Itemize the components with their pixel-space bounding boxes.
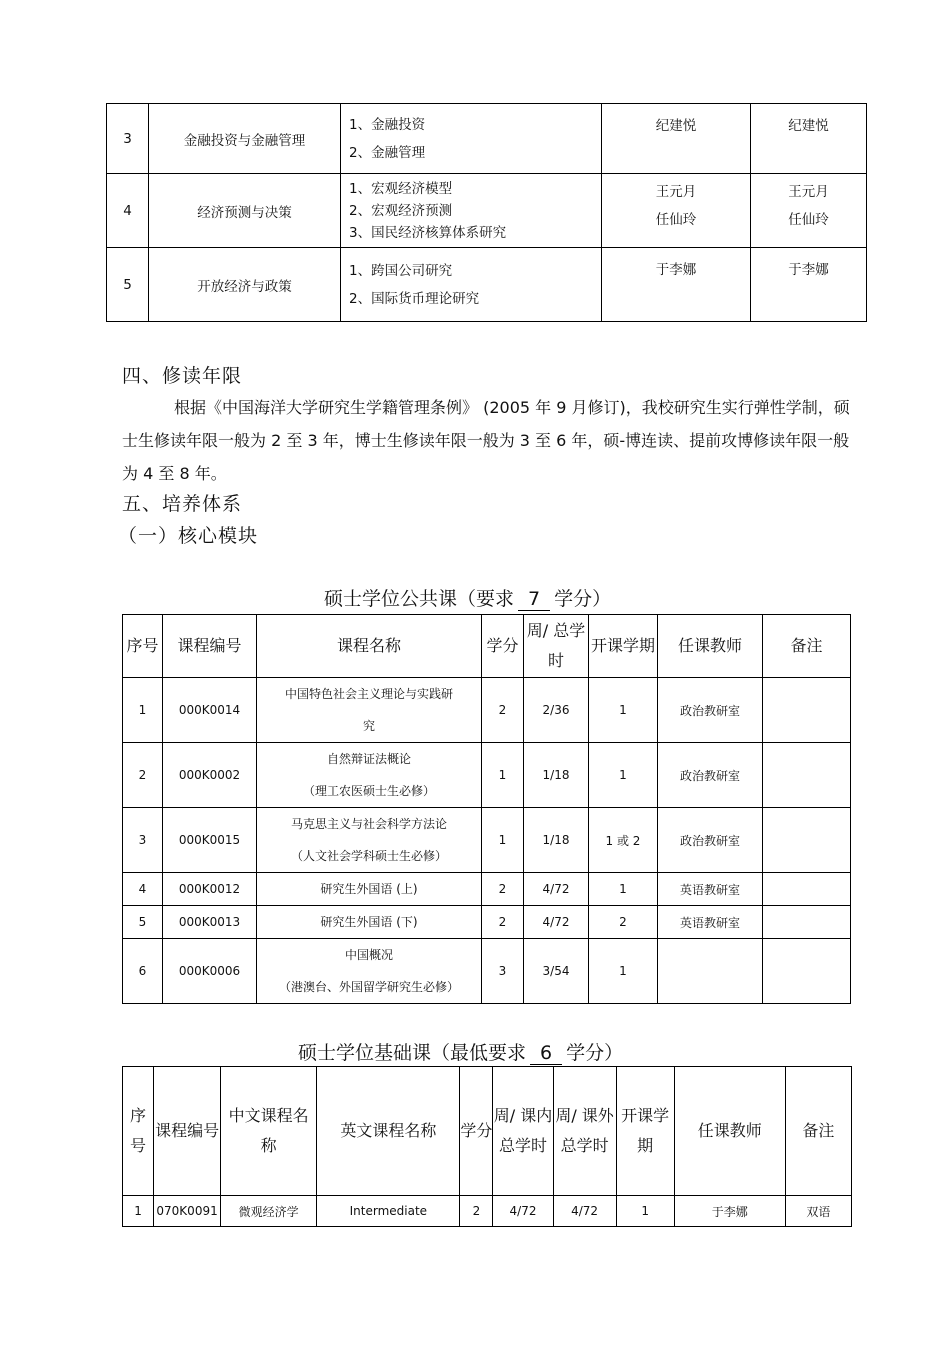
course-note <box>763 678 851 743</box>
public-courses-body <box>123 678 851 1004</box>
course-name <box>257 906 482 939</box>
course-teacher: 英语教研室 <box>658 873 763 906</box>
course-no: 6 <box>123 939 163 1004</box>
basic-required-credits: 6 <box>530 1042 562 1065</box>
basic-course-term: 1 <box>616 1196 674 1227</box>
basic-course-note: 双语 <box>785 1196 851 1227</box>
public-header-cell: 课程名称 <box>257 615 482 678</box>
basic-course-code: 070K0091 <box>154 1196 221 1227</box>
course-name <box>257 743 482 808</box>
course-name-line: 研究生外国语 (上) <box>320 882 418 896</box>
course-hours: 3/54 <box>524 939 589 1004</box>
direction-name: 金融投资与金融管理 <box>149 104 341 174</box>
direction-tutor-b <box>751 174 867 248</box>
basic-header-cell: 周/ 课内总学时 <box>493 1067 553 1196</box>
basic-courses-caption: 硕士学位基础课（最低要求 6 学分） <box>298 1042 624 1064</box>
course-code: 000K0002 <box>163 743 257 808</box>
course-note <box>763 906 851 939</box>
tutor-name: 纪建悦 <box>788 118 829 134</box>
direction-name: 开放经济与政策 <box>149 248 341 322</box>
direction-topic: 1、宏观经济模型 <box>349 180 453 197</box>
direction-tutor-b <box>751 104 867 174</box>
course-no: 4 <box>123 873 163 906</box>
tutor-name: 于李娜 <box>788 262 829 278</box>
research-direction-body <box>107 104 867 322</box>
course-term: 1 <box>589 873 658 906</box>
basic-course-teacher: 于李娜 <box>674 1196 785 1227</box>
direction-topic: 2、金融管理 <box>349 144 426 161</box>
basic-header-cell: 学分 <box>460 1067 493 1196</box>
direction-topics <box>341 248 602 322</box>
section4-heading: 四、修读年限 <box>122 365 243 387</box>
direction-tutor-a <box>602 174 751 248</box>
course-name-line: （人文社会学科硕士生必修） <box>290 849 447 863</box>
basic-course-cn: 微观经济学 <box>221 1196 317 1227</box>
public-header-cell: 开课学期 <box>589 615 658 678</box>
public-header-cell: 序号 <box>123 615 163 678</box>
table-row <box>123 1196 852 1227</box>
table-row <box>123 906 851 939</box>
public-header-cell: 课程编号 <box>163 615 257 678</box>
course-credit: 1 <box>482 808 524 873</box>
direction-topic: 2、国际货币理论研究 <box>349 290 480 307</box>
course-code: 000K0013 <box>163 906 257 939</box>
public-header-cell: 周/ 总学时 <box>524 615 589 678</box>
course-term: 1 或 2 <box>589 808 658 873</box>
table-row <box>123 678 851 743</box>
basic-header-cell: 中文课程名称 <box>221 1067 317 1196</box>
basic-courses-body <box>123 1196 852 1227</box>
direction-topic: 2、宏观经济预测 <box>349 202 453 219</box>
basic-courses-header <box>123 1067 852 1196</box>
course-credit: 2 <box>482 906 524 939</box>
basic-header-cell: 备注 <box>785 1067 851 1196</box>
course-name-line: 研究生外国语 (下) <box>320 915 418 929</box>
direction-no: 3 <box>107 104 149 174</box>
table-row <box>123 808 851 873</box>
basic-course-out-hours: 4/72 <box>553 1196 616 1227</box>
direction-no: 5 <box>107 248 149 322</box>
course-teacher: 政治教研室 <box>658 743 763 808</box>
course-name-line: 中国特色社会主义理论与实践研 <box>284 687 453 701</box>
public-header-cell: 学分 <box>482 615 524 678</box>
direction-tutor-a <box>602 104 751 174</box>
basic-course-no: 1 <box>123 1196 154 1227</box>
basic-header-cell: 周/ 课外总学时 <box>553 1067 616 1196</box>
course-credit: 1 <box>482 743 524 808</box>
course-term: 1 <box>589 939 658 1004</box>
public-courses-header <box>123 615 851 678</box>
course-note <box>763 873 851 906</box>
course-no: 2 <box>123 743 163 808</box>
public-courses-table <box>122 614 851 1004</box>
public-header-cell: 备注 <box>763 615 851 678</box>
section4-text: 根据《中国海洋大学研究生学籍管理条例》 (2005 年 9 月修订)，我校研究生实行弹性学制，硕士生修读年限一般为 2 至 3 年，博士生修读年限一般为 3 至 6 年，硕-博连读、提前攻博修读年限一般为 4 至 8 年。 <box>122 398 850 483</box>
basic-header-cell: 课程编号 <box>154 1067 221 1196</box>
course-term: 1 <box>589 743 658 808</box>
course-note <box>763 808 851 873</box>
course-credit: 2 <box>482 678 524 743</box>
course-no: 5 <box>123 906 163 939</box>
course-hours: 1/18 <box>524 808 589 873</box>
section5-heading: 五、培养体系 <box>122 493 243 515</box>
course-name <box>257 808 482 873</box>
course-name-line: （港澳台、外国留学研究生必修） <box>278 980 459 994</box>
course-name-line: 究 <box>362 719 375 733</box>
course-name-line: 马克思主义与社会科学方法论 <box>290 817 447 831</box>
course-term: 2 <box>589 906 658 939</box>
course-note <box>763 743 851 808</box>
direction-no: 4 <box>107 174 149 248</box>
course-teacher: 政治教研室 <box>658 808 763 873</box>
public-required-credits: 7 <box>518 588 550 611</box>
basic-course-in-hours: 4/72 <box>493 1196 553 1227</box>
course-credit: 3 <box>482 939 524 1004</box>
basic-header-cell: 开课学期 <box>616 1067 674 1196</box>
course-hours: 1/18 <box>524 743 589 808</box>
basic-header-cell: 任课教师 <box>674 1067 785 1196</box>
course-name-line: 中国概况 <box>344 948 393 962</box>
tutor-name: 任仙玲 <box>655 212 697 228</box>
course-name <box>257 678 482 743</box>
course-teacher: 政治教研室 <box>658 678 763 743</box>
tutor-name: 纪建悦 <box>655 118 697 134</box>
course-term: 1 <box>589 678 658 743</box>
course-no: 3 <box>123 808 163 873</box>
public-header-cell: 任课教师 <box>658 615 763 678</box>
direction-topics <box>341 174 602 248</box>
basic-header-cell: 序号 <box>123 1067 154 1196</box>
tutor-name: 王元月 <box>655 184 697 200</box>
direction-topic: 3、国民经济核算体系研究 <box>349 224 507 241</box>
basic-header-cell: 英文课程名称 <box>317 1067 460 1196</box>
course-teacher <box>658 939 763 1004</box>
course-name-line: 自然辩证法概论 <box>326 752 411 766</box>
subsection1-heading: （一）核心模块 <box>118 525 259 547</box>
research-direction-table <box>106 103 867 322</box>
basic-course-credit: 2 <box>460 1196 493 1227</box>
table-row <box>123 939 851 1004</box>
course-name <box>257 939 482 1004</box>
direction-row <box>107 248 867 322</box>
course-code: 000K0006 <box>163 939 257 1004</box>
basic-course-en: Intermediate <box>317 1196 460 1227</box>
table-row <box>123 743 851 808</box>
course-credit: 2 <box>482 873 524 906</box>
course-code: 000K0012 <box>163 873 257 906</box>
course-hours: 4/72 <box>524 906 589 939</box>
direction-topics <box>341 104 602 174</box>
table-row <box>123 873 851 906</box>
direction-row <box>107 174 867 248</box>
course-note <box>763 939 851 1004</box>
course-code: 000K0014 <box>163 678 257 743</box>
course-hours: 2/36 <box>524 678 589 743</box>
course-teacher: 英语教研室 <box>658 906 763 939</box>
direction-topic: 1、跨国公司研究 <box>349 262 453 279</box>
public-courses-caption: 硕士学位公共课（要求 7 学分） <box>324 588 612 610</box>
tutor-name: 于李娜 <box>655 262 697 278</box>
tutor-name: 王元月 <box>788 184 829 200</box>
course-no: 1 <box>123 678 163 743</box>
direction-tutor-b <box>751 248 867 322</box>
direction-name: 经济预测与决策 <box>149 174 341 248</box>
direction-topic: 1、金融投资 <box>349 116 426 133</box>
direction-tutor-a <box>602 248 751 322</box>
course-name-line: （理工农医硕士生必修） <box>302 784 435 798</box>
course-code: 000K0015 <box>163 808 257 873</box>
basic-courses-table <box>122 1066 852 1227</box>
tutor-name: 任仙玲 <box>788 212 829 228</box>
direction-row <box>107 104 867 174</box>
course-name <box>257 873 482 906</box>
course-hours: 4/72 <box>524 873 589 906</box>
